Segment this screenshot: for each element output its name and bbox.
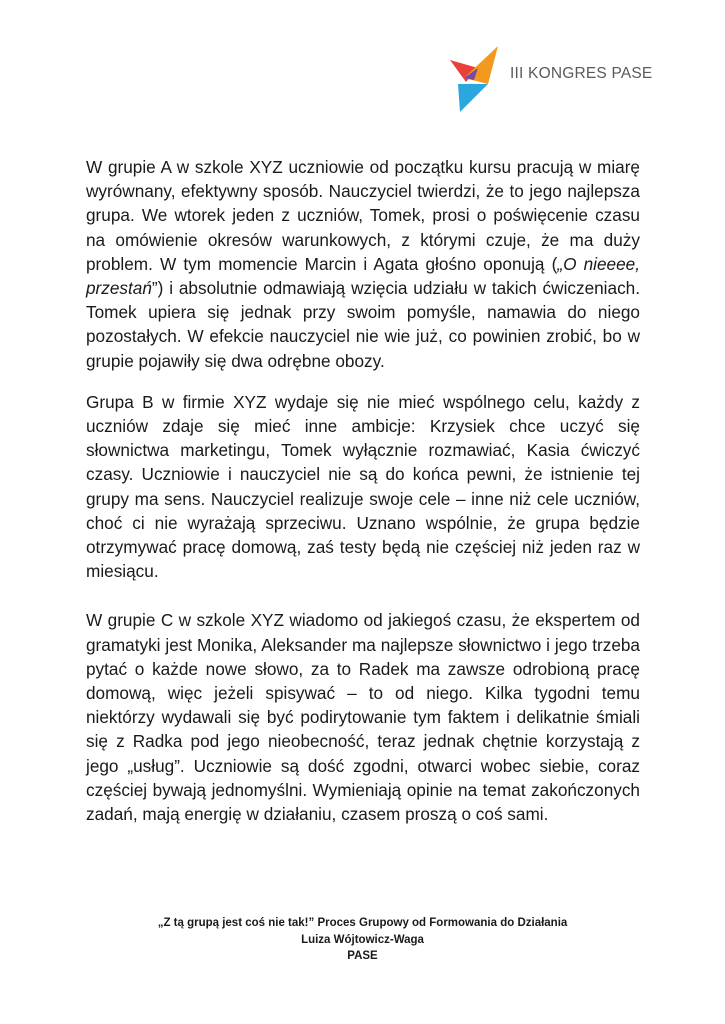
footer-org: PASE <box>347 950 378 962</box>
paragraph-a-text-end: ”) i absolutnie odmawiają wzięcia udziału w takich ćwiczeniach. Tomek upiera się jednak przy swoim pomyśle, namawia do niego pozostałych. W efekcie nauczyciel nie wie już, co powinien zrobić, bo w grupie pojawiły się dwa odrębne obozy. <box>86 278 640 371</box>
pase-logo-icon <box>448 44 508 114</box>
paragraph-a-text-start: W grupie A w szkole XYZ uczniowie od początku kursu pracują w miarę wyrównany, efektywny sposób. Nauczyciel twierdzi, że to jego najlepsza grupa. We wtorek jeden z uczniów, Tomek, prosi o poświęcenie czasu na omówienie okresów warunkowych, z którymi czuje, że ma duży problem. W tym momencie Marcin i Agata głośno oponują ( <box>86 157 640 274</box>
page-footer <box>0 915 725 965</box>
footer-title: „Z tą grupą jest coś nie tak!” Proces Grupowy od Formowania do Działania <box>157 917 568 929</box>
quoted-exclamation: „O nieeee, przestań <box>86 253 640 299</box>
paragraph-group-b: Grupa B w firmie XYZ wydaje się nie mieć wspólnego celu, każdy z uczniów zdaje się mieć inne ambicje: Krzysiek chce uczyć się słownictwa marketingu, Tomek wyłącznie rozmawiać, Kasia ćwiczyć czasy. Uczniowie i nauczyciel nie są do końca pewni, że istnienie tej grupy ma sens. Nauczyciel realizuje swoje cele – inne niż cele uczniów, choć ci nie wyrażają sprzeciwu. Uznano wspólnie, że grupa będzie otrzymywać pracę domową, zaś testy będą nie częściej niż jeden raz w miesiącu. <box>86 391 640 582</box>
paragraph-group-c: W grupie C w szkole XYZ wiadomo od jakiegoś czasu, że ekspertem od gramatyki jest Monika, Aleksander ma najlepsze słownictwo i jego trzeba pytać o każde nowe słowo, za to Radek ma zawsze odrobioną pracę domową, więc jeżeli spisywać – to od niego. Kilka tygodni temu niektórzy wydawali się być podirytowanie tym faktem i delikatnie śmiali się z Radka pod jego nieobecność, teraz jednak chętnie korzystają z jego „usług”. Uczniowie są dość zgodni, otwarci wobec siebie, coraz częściej bywają jednomyślni. Wymieniają opinie na temat zakończonych zadań, mają energię w działaniu, czasem proszą o coś sami. <box>86 610 640 825</box>
document-body <box>86 155 640 826</box>
logo-text: III KONGRES PASE <box>510 65 653 82</box>
footer-author: Luiza Wójtowicz-Waga <box>301 933 424 946</box>
congress-logo <box>448 44 678 114</box>
paragraph-group-a <box>86 155 640 373</box>
